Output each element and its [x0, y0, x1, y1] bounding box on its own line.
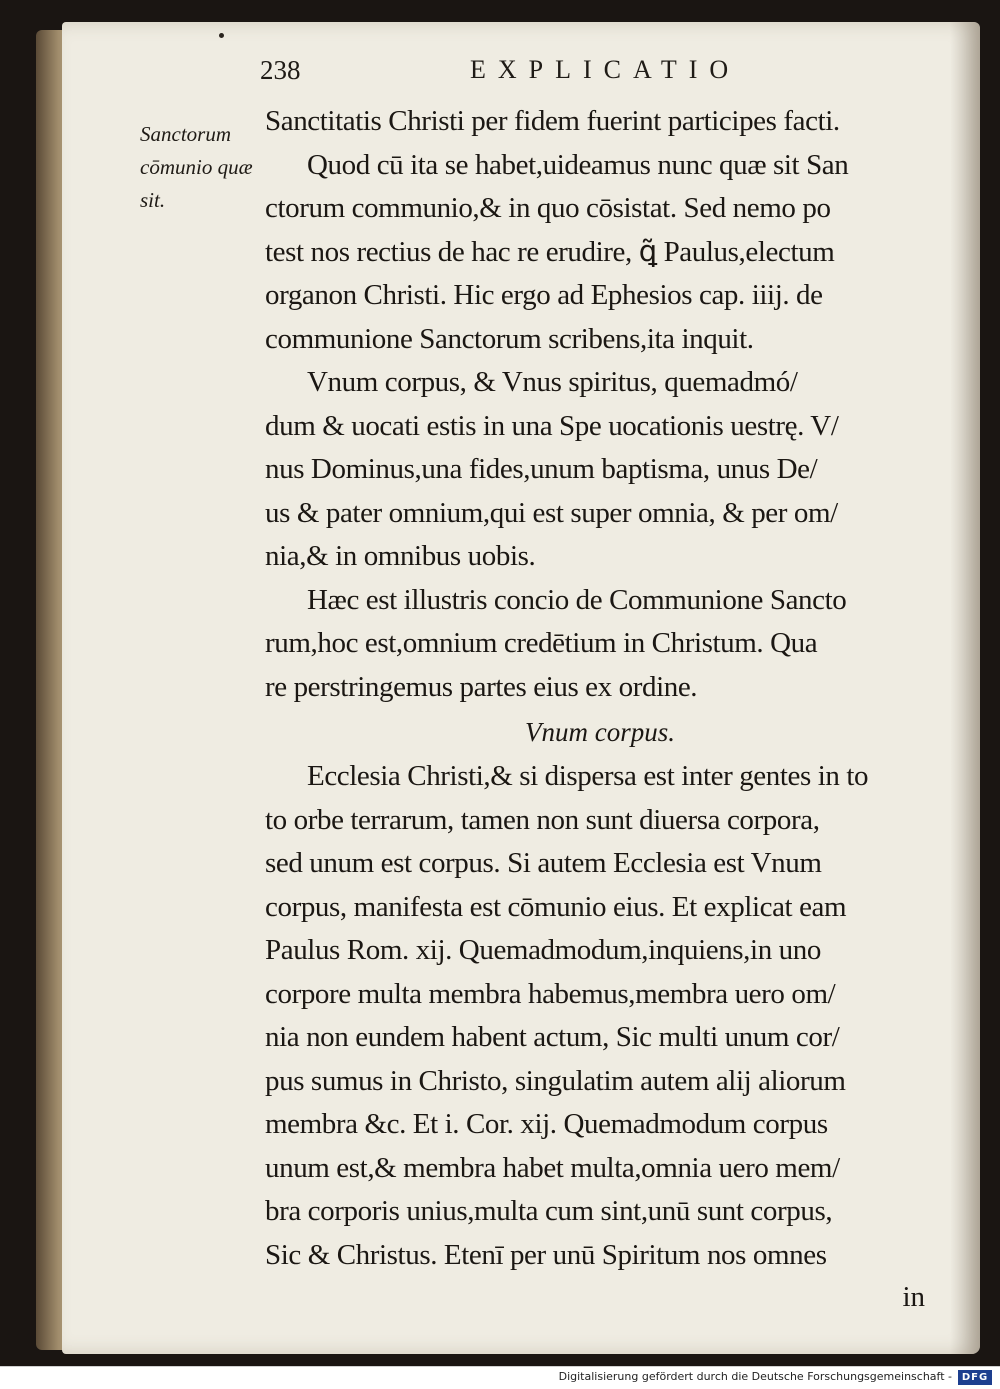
text-line: Sanctitatis Christi per fidem fuerint participes facti.: [265, 105, 840, 137]
text-line: dum & uocati estis in una Spe uocationis uestrę. V/: [265, 409, 839, 442]
funding-credit: Digitalisierung gefördert durch die Deutsche Forschungsgemeinschaft -: [558, 1370, 952, 1383]
page-number: 238: [260, 55, 301, 85]
text-line: nia,& in omnibus uobis.: [265, 540, 536, 572]
running-head: EXPLICATIO: [470, 55, 741, 84]
section-heading: Vnum corpus.: [525, 717, 675, 747]
margin-note: [140, 118, 260, 217]
dfg-logo-icon: DFG: [958, 1370, 992, 1385]
text-line: rum,hoc est,omnium credētium in Christum. Qua: [265, 627, 818, 659]
text-line: bra corporis unius,multa cum sint,unū sunt corpus,: [265, 1195, 833, 1227]
margin-note-line: cōmunio quæ: [140, 155, 253, 179]
main-text: [265, 100, 925, 1317]
text-line: Quod cū ita se habet,uideamus nunc quæ sit San: [307, 148, 849, 181]
footer-bar: [0, 1366, 1000, 1389]
text-line: Vnum corpus, & Vnus spiritus, quemadmó/: [307, 366, 798, 398]
text-line: to orbe terrarum, tamen non sunt diuersa corpora,: [265, 803, 820, 836]
margin-note-line: sit.: [140, 188, 166, 212]
text-line: Ecclesia Christi,& si dispersa est inter gentes in to: [307, 760, 869, 792]
page-gutter-shadow: [950, 22, 980, 1354]
text-line: corpore multa membra habemus,membra uero om/: [265, 977, 836, 1010]
text-line: Sic & Christus. Etenī per unū Spiritum nos omnes: [265, 1238, 827, 1271]
text-line: test nos rectius de hac re erudire, ꝗ̃ Paulus,electum: [265, 235, 835, 268]
text-line: pus sumus in Christo, singulatim autem alij aliorum: [265, 1064, 846, 1097]
text-line: unum est,& membra habet multa,omnia uero mem/: [265, 1151, 840, 1184]
text-line: sed unum est corpus. Si autem Ecclesia est Vnum: [265, 847, 822, 879]
text-line: Paulus Rom. xij. Quemadmodum,inquiens,in uno: [265, 934, 821, 966]
catchword: in: [902, 1281, 925, 1313]
text-line: Hæc est illustris concio de Communione Sancto: [307, 583, 847, 616]
text-line: us & pater omnium,qui est super omnia, & per om/: [265, 496, 838, 529]
text-line: ctorum communio,& in quo cōsistat. Sed nemo po: [265, 192, 831, 224]
text-line: communione Sanctorum scribens,ita inquit.: [265, 322, 754, 355]
text-line: nia non eundem habent actum, Sic multi unum cor/: [265, 1021, 840, 1053]
ink-dot: [219, 33, 224, 38]
text-line: re perstringemus partes eius ex ordine.: [265, 670, 698, 703]
margin-note-line: Sanctorum: [140, 122, 231, 146]
text-line: membra &c. Et i. Cor. xij. Quemadmodum corpus: [265, 1108, 828, 1140]
text-line: organon Christi. Hic ergo ad Ephesios cap. iiij. de: [265, 279, 823, 311]
text-line: nus Dominus,una fides,unum baptisma, unus De/: [265, 453, 818, 485]
text-line: corpus, manifesta est cōmunio eius. Et explicat eam: [265, 890, 847, 923]
